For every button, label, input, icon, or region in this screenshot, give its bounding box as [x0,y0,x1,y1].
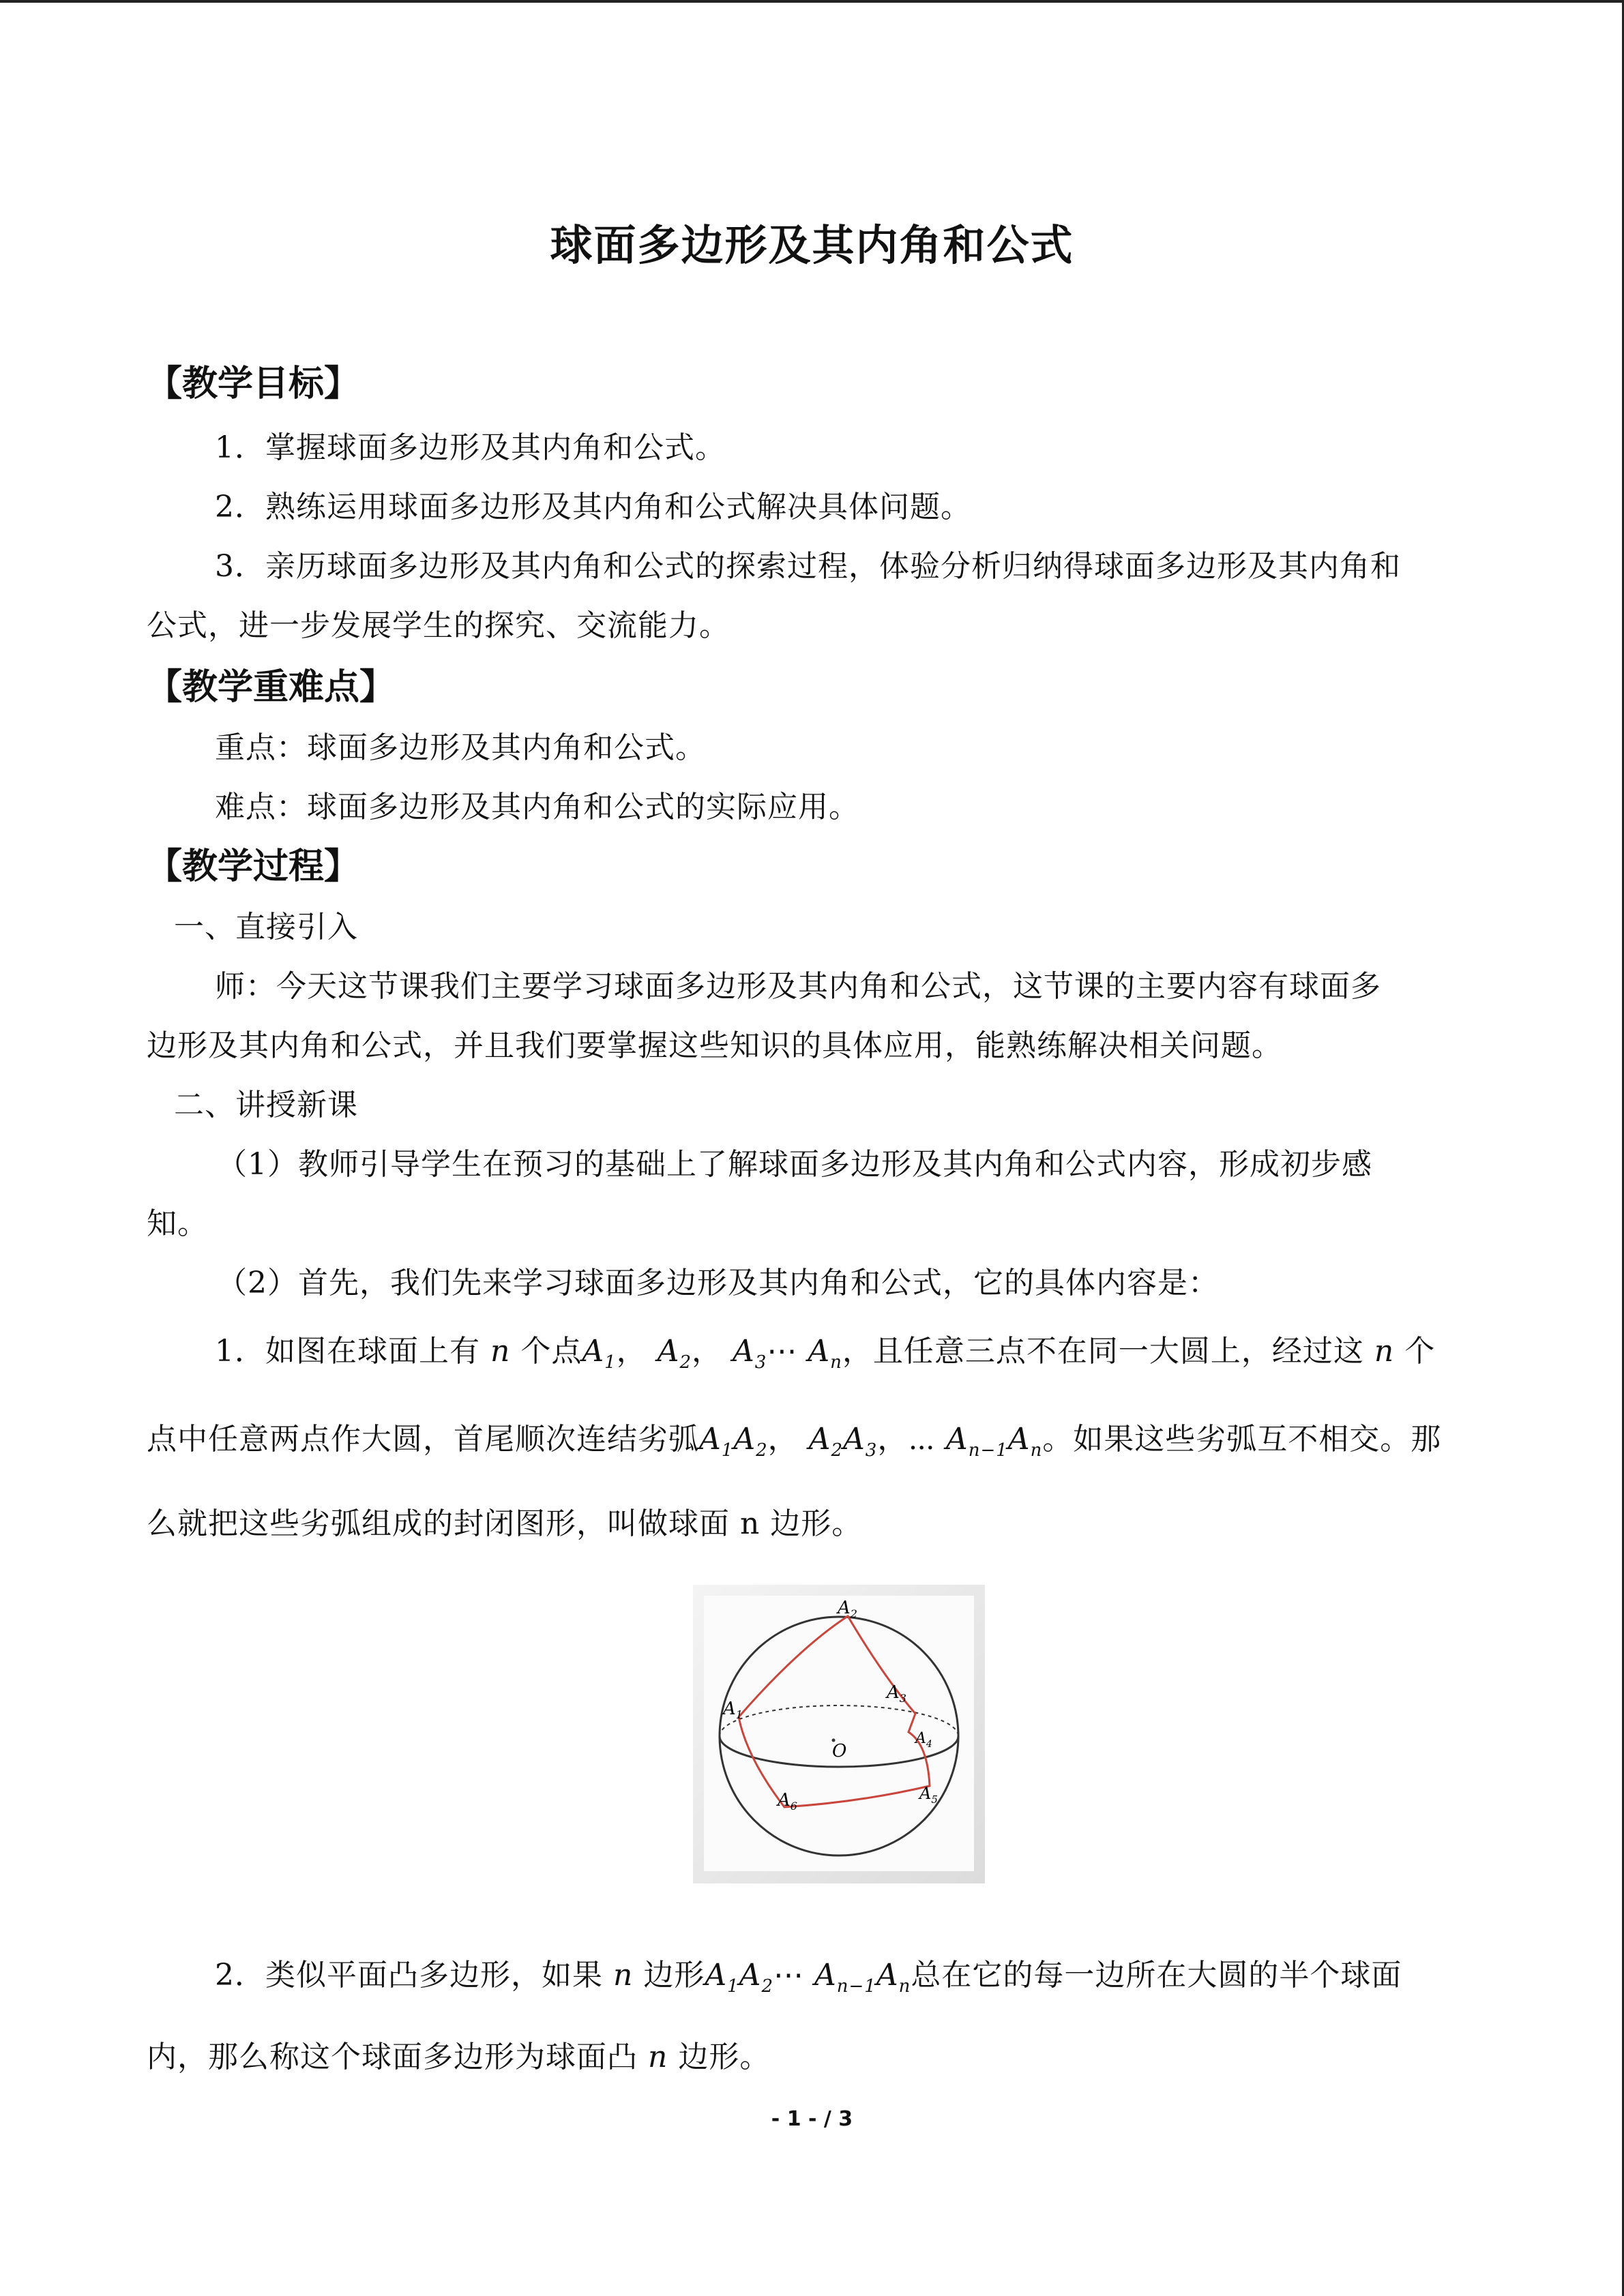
definition-2-line-1: 2．类似平面凸多边形，如果 n 边形$A_1A_2\cdots$ $A_{n-1}A_n$总在它的每一边所在大圆的半个球面 [215,1958,1402,1997]
definition-1-line-2: 点中任意两点作大圆，首尾顺次连结劣弧$A_1A_2$， $A_2A_3$，⋯ $A_{n-1}A_n$。如果这些劣弧互不相交。那 [147,1422,1442,1461]
objective-item-3: 3．亲历球面多边形及其内角和公式的探索过程，体验分析归纳得球面多边形及其内角和 [215,549,1401,584]
section-1-title: 一、直接引入 [174,910,358,944]
step2-line: （2）首先，我们先来学习球面多边形及其内角和公式，它的具体内容是： [217,1266,1219,1300]
focus-line: 重点：球面多边形及其内角和公式。 [215,730,706,765]
objective-item-1: 1．掌握球面多边形及其内角和公式。 [215,430,726,465]
label-a1: $A_1$ [723,1699,743,1721]
definition-1-line-3: 么就把这些劣弧组成的封闭图形，叫做球面 n 边形。 [147,1506,863,1541]
page-number: - 1 - / 3 [771,2107,853,2131]
label-a3: $A_3$ [887,1682,906,1705]
definition-1-line-1: 1．如图在球面上有 n 个点$A_1$， $A_2$， $A_3\cdots$ $A_n$，且任意三点不在同一大圆上，经过这 n 个 [215,1334,1436,1373]
objectives-heading: 【教学目标】 [147,363,360,404]
section-2-title: 二、讲授新课 [174,1088,358,1122]
page-title: 球面多边形及其内角和公式 [550,220,1074,270]
figure-inner [704,1596,974,1871]
intro-line-1: 师：今天这节课我们主要学习球面多边形及其内角和公式，这节课的主要内容有球面多 [215,969,1381,1004]
step1-line-2: 知。 [147,1206,208,1241]
difficulty-line: 难点：球面多边形及其内角和公式的实际应用。 [215,790,859,824]
spherical-polygon-figure [689,1581,989,1888]
top-border [0,0,1624,3]
sphere-diagram [689,1581,989,1888]
objective-item-3-cont: 公式，进一步发展学生的探究、交流能力。 [147,608,730,643]
objective-item-2: 2．熟练运用球面多边形及其内角和公式解决具体问题。 [215,490,971,524]
label-o: O [832,1741,847,1761]
intro-line-2: 边形及其内角和公式，并且我们要掌握这些知识的具体应用，能熟练解决相关问题。 [147,1028,1282,1063]
label-a5: $A_5$ [919,1784,938,1806]
process-heading: 【教学过程】 [147,846,360,887]
key-points-heading: 【教学重难点】 [147,667,396,708]
step1-line-1: （1）教师引导学生在预习的基础上了解球面多边形及其内角和公式内容，形成初步感 [217,1147,1372,1182]
label-a4: $A_4$ [915,1730,932,1750]
label-a6: $A_6$ [778,1790,797,1813]
label-a2: $A_2$ [838,1598,857,1620]
definition-2-line-2: 内，那么称这个球面多边形为球面凸 n 边形。 [147,2040,771,2074]
